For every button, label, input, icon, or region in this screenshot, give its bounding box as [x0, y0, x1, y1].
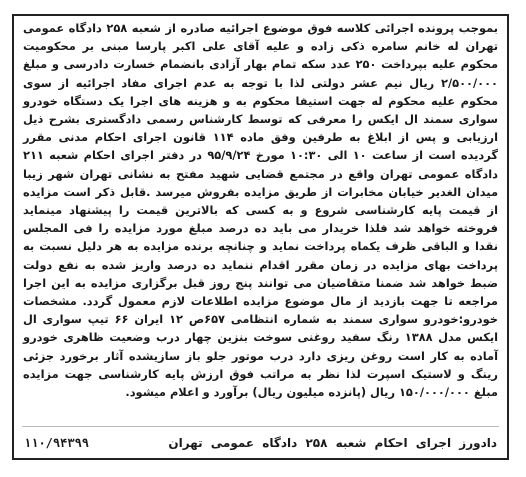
reference-number: ۱۱۰/۹۴۳۹۹ [24, 436, 90, 450]
auction-notice [12, 14, 509, 460]
footer-divider [22, 426, 499, 427]
court-officer-signature: دادورز اجرای احکام شعبه ۲۵۸ دادگاه عمومی تهران [168, 436, 497, 450]
notice-footer [24, 433, 497, 453]
notice-body-text: بموجب پرونده اجرائی کلاسه فوق موضوع اجرائیه صادره از شعبه ۲۵۸ دادگاه عمومی تهران له خانم سامره ذکی زاده و علیه آقای علی اکبر پارسا مبنی بر محکومیت محکوم علیه بپرداخت ۲۵۰ عدد سکه تمام بهار آزادی بانضمام خسارت دادرسی و مبلغ ۲/۵۰۰/۰۰۰ ریال نیم عشر دولتی لذا با توجه به عدم اجرای مفاد اجرائیه از سوی محکوم علیه محکوم له جهت استیفا محکوم به و هزینه های اجرا یک دستگاه خودرو سواری سمند ال ایکس را معرفی که توسط کارشناس رسمی دادگستری بشرح ذیل ارزیابی و پس از ابلاغ به طرفین وفق ماده ۱۱۴ قانون اجرای احکام مدنی مقرر گردیده است از ساعت ۱۰ الی ۱۰:۳۰ مورخ ۹۵/۹/۲۴ در دفتر اجرای احکام شعبه ۲۱۱ دادگاه عمومی تهران واقع در مجتمع قضایی شهید مفتح به نشانی تهران شهر زیبا میدان الغدیر خیابان مخابرات از طریق مزایده بفروش میرسد .قابل ذکر است مزایده از قیمت پایه کارشناسی شروع و به کسی که بالاترین قیمت را پیشنهاد مینماید فروخته خواهد شد فلذا خریدار می باید ده درصد مبلغ مورد مزایده را فی المجلس نقدا و الباقی ظرف یکماه پرداخت نماید و چنانچه برنده مزایده به هر دلیل نسبت به پرداخت بهای مزایده در زمان مقرر اقدام ننماید ده درصد واریز شده به نفع دولت ضبط خواهد شد ضمنا متقاضیان می توانند پنج روز قبل برگزاری مزایده به این اجرا مراجعه تا جهت بازدید از مال موضوع مزایده اطلاعات لازم معمول گردد. مشخصات خودرو:خودرو سواری سمند به شماره انتظامی ۶۵۷ص ۱۲ ایران ۶۶ تیپ سواری ال ایکس مدل ۱۳۸۸ رنگ سفید روغنی سوخت بنزین چهار درب وضعیت ظاهری خودرو آماده به کار است روغن ریزی دارد درب موتور جلو باز سازیشده آثار برخورد جزئی رینگ و لاستیک اسپرت لذا نظر به مراتب فوق ارزش پایه کارشناسی جهت مزایده مبلغ ۱۵۰/۰۰۰/۰۰۰ ریال (پانزده میلیون ریال) برآورد و اعلام میشود. [23, 21, 499, 400]
